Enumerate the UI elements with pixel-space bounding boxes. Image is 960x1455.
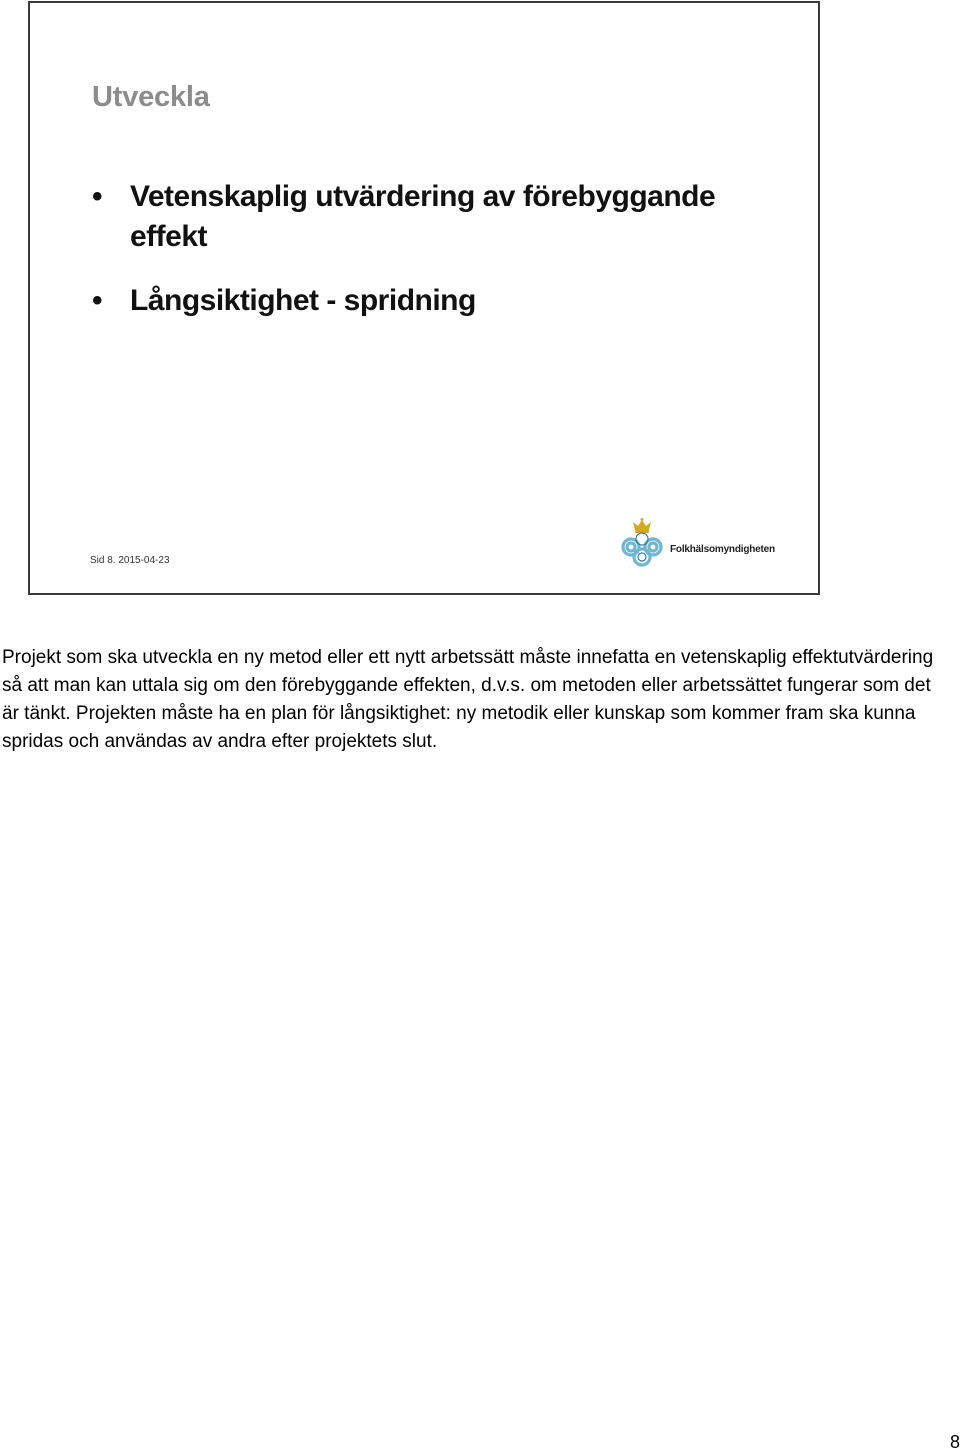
slide [28, 1, 820, 595]
page-number: 8 [949, 1432, 960, 1452]
slide-footer: Sid 8. 2015-04-23 [90, 555, 170, 566]
slide-notes-text: Projekt som ska utveckla en ny metod eller ett nytt arbetssätt måste innefatta en vetenskaplig effektutvärdering så att man kan uttala sig om den förebyggande effekten, d.v.s. om metoden eller arbetssättet fungerar som det är tänkt. Projekten måste ha en plan för långsiktighet: ny metodik eller kunskap som kommer fram ska kunna spridas och användas av andra efter projektets slut. [2, 647, 934, 752]
bullet-list [90, 177, 770, 345]
bullet-dot-icon: • [92, 180, 103, 213]
bullet-item [90, 177, 770, 257]
crown-heart-knot-icon [618, 517, 666, 573]
agency-logo [618, 517, 808, 573]
slide-title: Utveckla [92, 81, 210, 113]
bullet-item [90, 281, 770, 321]
logo-text: Folkhälsomyndigheten [670, 544, 775, 555]
bullet-text: Vetenskaplig utvärdering av förebyggande effekt [130, 180, 716, 253]
bullet-text: Långsiktighet - spridning [130, 284, 476, 317]
bullet-dot-icon: • [92, 284, 103, 317]
